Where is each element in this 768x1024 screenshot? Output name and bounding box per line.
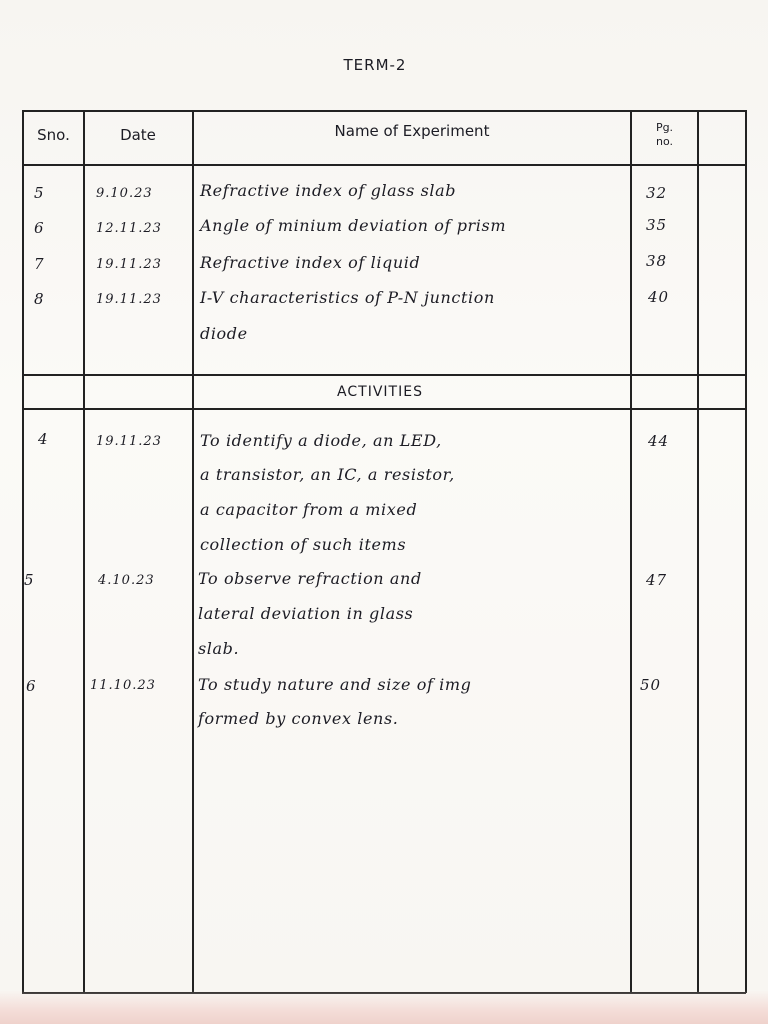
row-experiment-text: Refractive index of glass slab <box>200 181 457 200</box>
row-sno: 4 <box>38 430 49 448</box>
row-page: 32 <box>646 184 668 202</box>
row-sno: 6 <box>34 219 45 237</box>
row-sno: 6 <box>26 677 37 695</box>
date-column-divider <box>192 110 194 993</box>
name-column-divider <box>630 110 632 993</box>
row-date: 19.11.23 <box>96 257 162 272</box>
row-date: 4.10.23 <box>98 573 155 588</box>
row-activity-text: slab. <box>198 639 240 658</box>
row-experiment-text: Refractive index of liquid <box>200 253 421 272</box>
row-page: 35 <box>646 216 668 234</box>
header-sno: Sno. <box>37 126 70 144</box>
row-sno: 7 <box>34 255 45 273</box>
row-page: 40 <box>648 288 670 306</box>
activities-heading: ACTIVITIES <box>337 384 423 400</box>
row-activity-text: a capacitor from a mixed <box>200 500 418 519</box>
row-activity-text: formed by convex lens. <box>198 709 399 728</box>
header-page-line1: Pg. <box>655 121 674 134</box>
table-left-border <box>22 110 24 993</box>
row-activity-text: To study nature and size of img <box>198 675 472 694</box>
row-date: 12.11.23 <box>96 221 162 236</box>
row-sno: 5 <box>24 571 35 589</box>
row-activity-text: To identify a diode, an LED, <box>200 431 442 450</box>
table-right-border <box>745 110 747 993</box>
page-title: TERM-2 <box>343 56 407 74</box>
page-bottom-shadow <box>0 990 768 1024</box>
row-date: 19.11.23 <box>96 292 162 307</box>
row-date: 9.10.23 <box>96 186 153 201</box>
row-activity-text: a transistor, an IC, a resistor, <box>200 465 455 484</box>
row-experiment-text: I-V characteristics of P-N junction <box>200 288 495 307</box>
row-activity-text: collection of such items <box>200 535 407 554</box>
page-column-divider <box>697 110 699 993</box>
header-name-of-experiment: Name of Experiment <box>334 122 490 140</box>
row-page: 47 <box>646 571 668 589</box>
row-page: 44 <box>648 432 670 450</box>
header-bottom-border <box>22 164 746 166</box>
header-page-line2: no. <box>655 135 673 148</box>
row-date: 11.10.23 <box>90 678 156 693</box>
row-experiment-text: Angle of minium deviation of prism <box>200 216 507 235</box>
row-activity-text: lateral deviation in glass <box>198 604 414 623</box>
activities-top-border <box>22 374 746 376</box>
sno-column-divider <box>83 110 85 993</box>
header-date: Date <box>120 126 156 144</box>
activities-bottom-border <box>22 408 746 410</box>
table-top-border <box>22 110 746 112</box>
row-sno: 5 <box>34 184 45 202</box>
row-page: 50 <box>640 676 662 694</box>
row-page: 38 <box>646 252 668 270</box>
row-date: 19.11.23 <box>96 434 162 449</box>
row-activity-text: To observe refraction and <box>198 569 422 588</box>
row-sno: 8 <box>34 290 45 308</box>
row-experiment-text: diode <box>200 324 248 343</box>
